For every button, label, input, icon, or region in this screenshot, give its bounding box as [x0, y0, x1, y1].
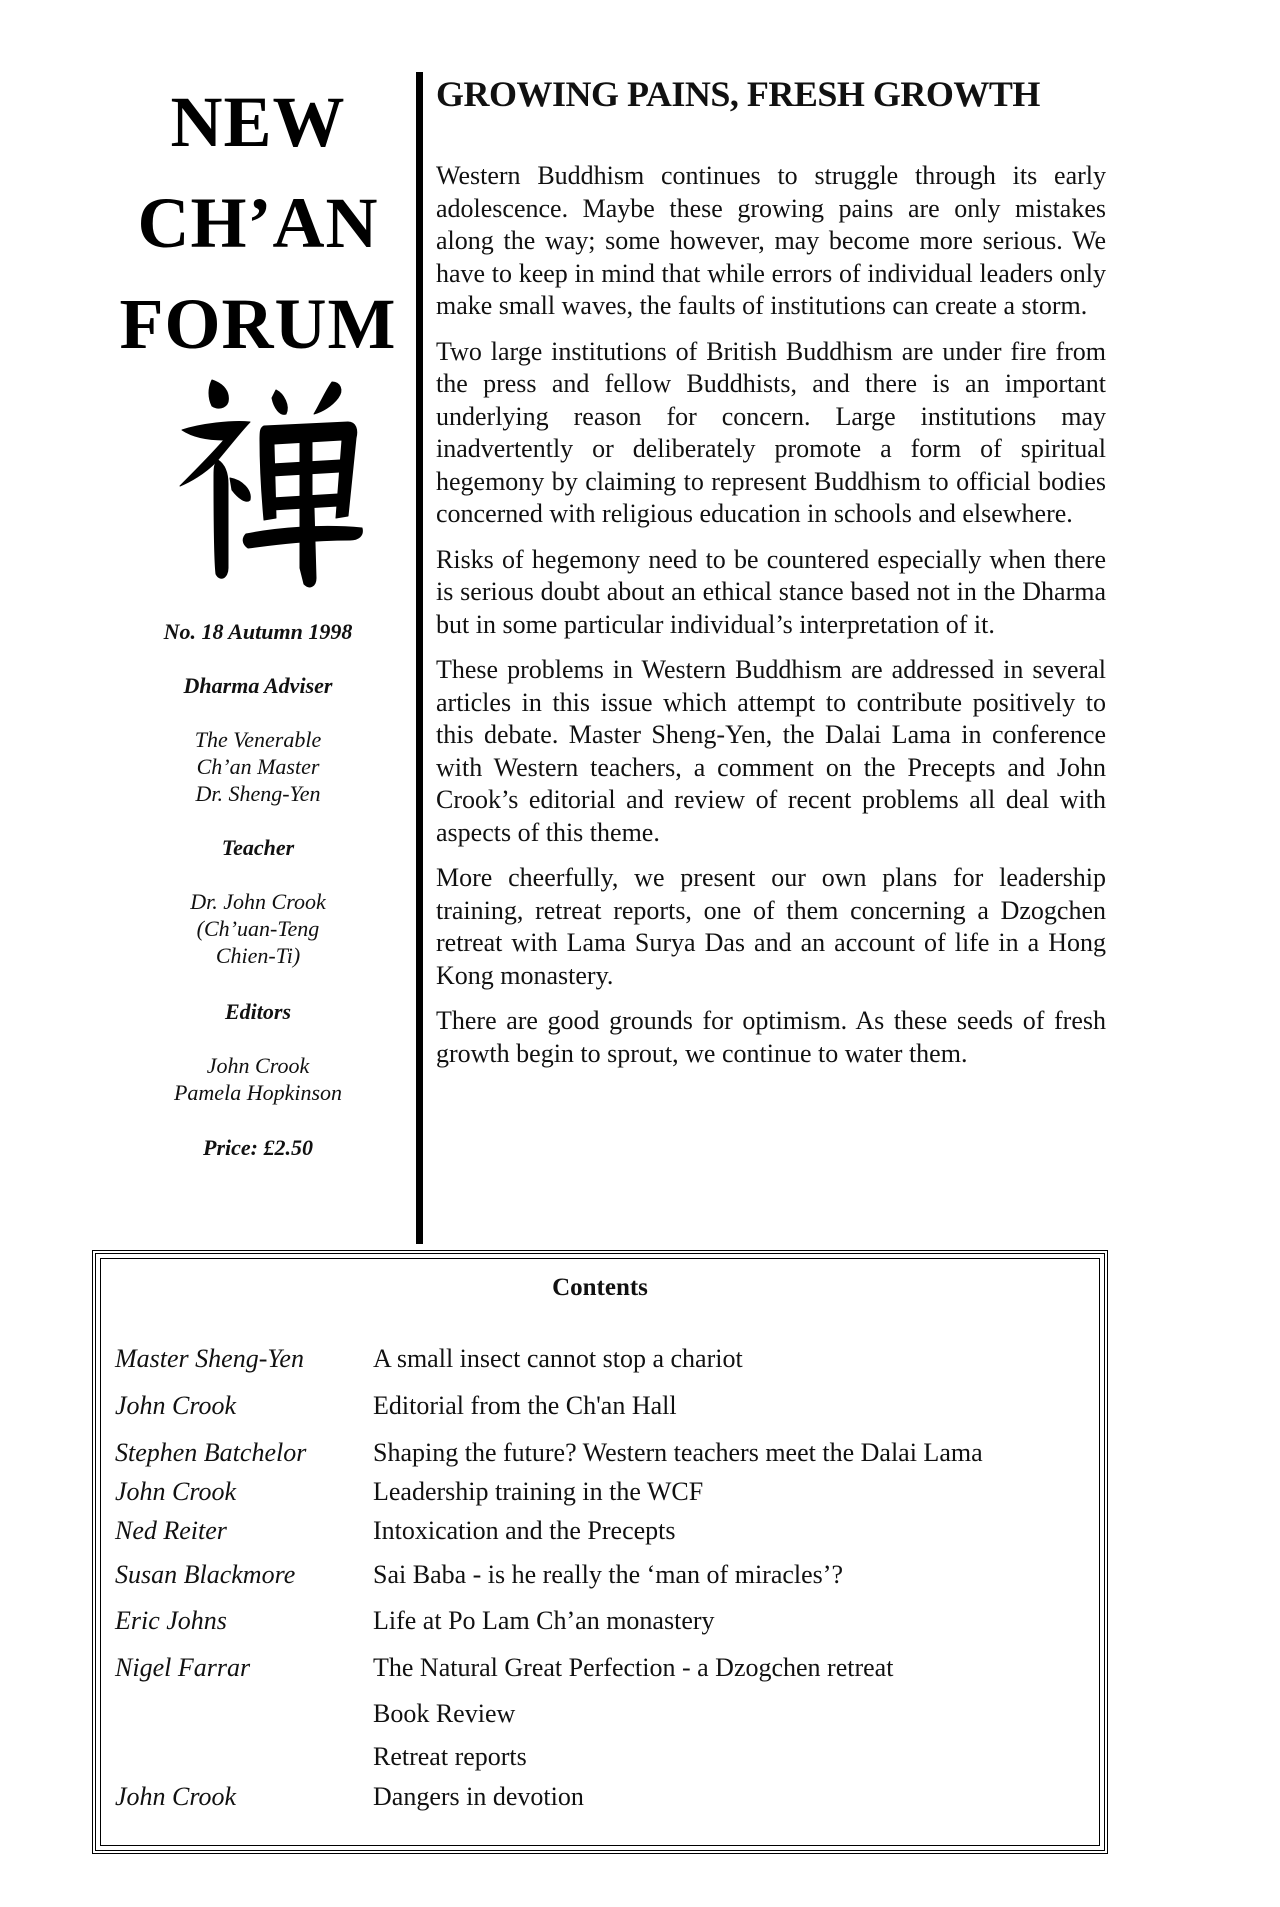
- teacher-line: (Ch’uan-Teng: [196, 916, 320, 941]
- article-paragraph: There are good grounds for optimism. As these seeds of fresh growth begin to sprout, we continue to water them.: [436, 1006, 1106, 1068]
- editor-line: John Crook: [206, 1053, 310, 1078]
- masthead-line-chan: CH’AN: [137, 183, 379, 263]
- contents-title: The Natural Great Perfection - a Dzogchen retreat: [373, 1653, 894, 1682]
- contents-author: John Crook: [115, 1782, 237, 1811]
- contents-row: [101, 1514, 1099, 1548]
- contents-title: Book Review: [373, 1699, 516, 1728]
- chan-calligraphy-icon: [172, 368, 368, 590]
- masthead-line-new: NEW: [170, 82, 346, 162]
- article-title: GROWING PAINS, FRESH GROWTH: [436, 74, 1040, 114]
- contents-row: [101, 1780, 1099, 1814]
- contents-title: Intoxication and the Precepts: [373, 1516, 676, 1545]
- contents-author: Master Sheng-Yen: [115, 1344, 304, 1373]
- contents-title: Shaping the future? Western teachers meet the Dalai Lama: [373, 1438, 983, 1467]
- issue-number: No. 18 Autumn 1998: [163, 619, 353, 644]
- article-paragraph: Risks of hegemony need to be countered especially when there is serious doubt about an ethical stance based not in the Dharma but in some particular individual’s interpretation of it.: [436, 544, 1106, 639]
- contents-row: [101, 1558, 1099, 1592]
- contents-title: Sai Baba - is he really the ‘man of miracles’?: [373, 1560, 843, 1589]
- contents-author: John Crook: [115, 1477, 237, 1506]
- contents-author: Stephen Batchelor: [115, 1438, 307, 1467]
- contents-title: A small insect cannot stop a chariot: [373, 1344, 743, 1373]
- contents-row: [101, 1697, 1099, 1731]
- contents-title: Life at Po Lam Ch’an monastery: [373, 1606, 715, 1635]
- dharma-adviser-line: Ch’an Master: [196, 754, 320, 779]
- article-paragraph: Two large institutions of British Buddhism are under fire from the press and fellow Buddhists, and there is an important underlying reason for concern. Large institutions may inadvertently or deliberately promote a form of spiritual hegemony by claiming to represent Buddhism to official bodies concerned with religious education in schools and elsewhere.: [436, 336, 1106, 528]
- article-paragraph: These problems in Western Buddhism are addressed in several articles in this issue which attempt to contribute positively to this debate. Master Sheng-Yen, the Dalai Lama in conference with Western teachers, a comment on the Precepts and John Crook’s editorial and review of recent problems all deal with aspects of this theme.: [436, 655, 1106, 847]
- masthead: [118, 72, 398, 375]
- contents-row: [101, 1651, 1099, 1685]
- contents-author: John Crook: [115, 1391, 237, 1420]
- article-body: [436, 160, 1106, 1083]
- contents-row: [101, 1475, 1099, 1509]
- dharma-adviser-line: Dr. Sheng-Yen: [195, 781, 321, 806]
- column-divider: [416, 72, 423, 1244]
- contents-box: [92, 1250, 1108, 1854]
- contents-author: Eric Johns: [115, 1606, 227, 1635]
- contents-title: Editorial from the Ch'an Hall: [373, 1391, 677, 1420]
- contents-title: Retreat reports: [373, 1742, 527, 1771]
- dharma-adviser-label: Dharma Adviser: [183, 673, 333, 698]
- teacher-line: Chien-Ti): [215, 943, 301, 968]
- price: Price: £2.50: [203, 1135, 313, 1160]
- dharma-adviser-line: The Venerable: [194, 727, 322, 752]
- contents-row: [101, 1740, 1099, 1774]
- contents-row: [101, 1604, 1099, 1638]
- contents-author: Ned Reiter: [115, 1516, 227, 1545]
- contents-row: [101, 1436, 1099, 1470]
- masthead-line-forum: FORUM: [119, 284, 397, 364]
- contents-author: Susan Blackmore: [115, 1560, 296, 1589]
- contents-title: Dangers in devotion: [373, 1782, 584, 1811]
- contents-author: Nigel Farrar: [115, 1653, 251, 1682]
- teacher-label: Teacher: [221, 835, 295, 860]
- contents-title: Leadership training in the WCF: [373, 1477, 704, 1506]
- article-paragraph: More cheerfully, we present our own plans for leadership training, retreat reports, one of them concerning a Dzogchen retreat with Lama Surya Das and an account of life in a Hong Kong monastery.: [436, 863, 1106, 990]
- teacher-line: Dr. John Crook: [190, 889, 326, 914]
- editors-label: Editors: [224, 999, 292, 1024]
- contents-row: [101, 1389, 1099, 1423]
- article-paragraph: Western Buddhism continues to struggle through its early adolescence. Maybe these growing pains are only mistakes along the way; some however, may become more serious. We have to keep in mind that while errors of individual leaders only make small waves, the faults of institutions can create a storm.: [436, 161, 1106, 320]
- contents-row: [101, 1342, 1099, 1376]
- contents-inner-border: [100, 1258, 1100, 1846]
- editor-line: Pamela Hopkinson: [173, 1080, 343, 1105]
- contents-heading: Contents: [552, 1274, 648, 1301]
